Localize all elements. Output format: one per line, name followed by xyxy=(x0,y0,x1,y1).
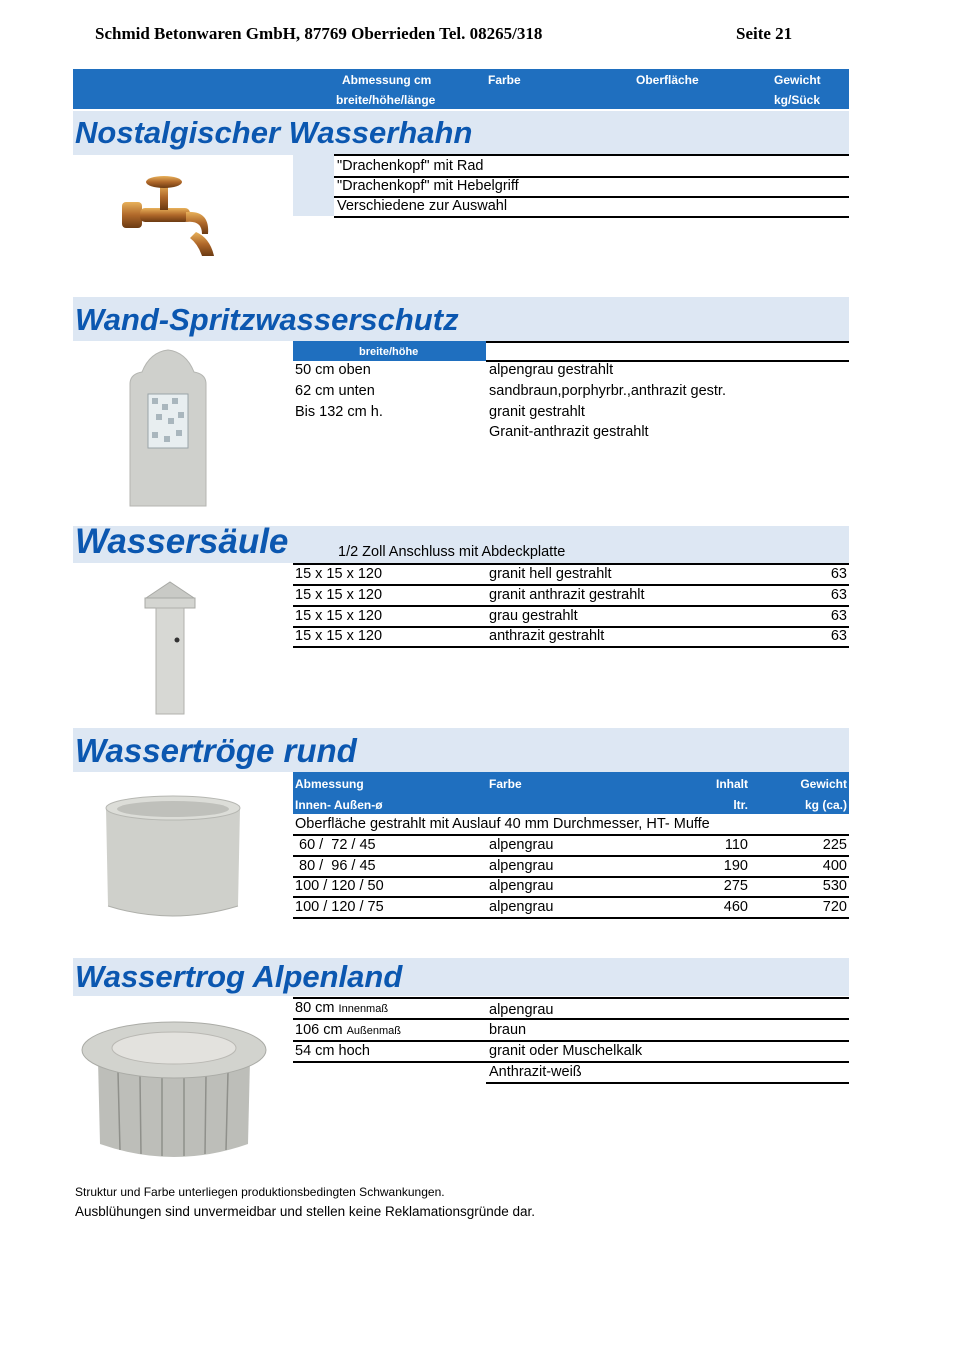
item-label: Verschiedene zur Auswahl xyxy=(337,198,508,214)
column-header-bar xyxy=(73,69,849,109)
col-gewicht-sub: kg (ca.) xyxy=(804,798,847,812)
cell-farbe: alpengrau xyxy=(489,837,554,853)
cell-gewicht: 63 xyxy=(830,628,847,644)
cell-dim: 100 / 120 / 75 xyxy=(295,899,384,915)
color-text: alpengrau gestrahlt xyxy=(489,362,614,378)
cell-gewicht: 530 xyxy=(822,878,847,894)
col-oberflaeche: Oberfläche xyxy=(636,73,699,87)
section-title-wasserhahn: Nostalgischer Wasserhahn xyxy=(75,115,473,150)
list-item xyxy=(334,154,849,178)
color-text: sandbraun,porphyrbr.,anthrazit gestr. xyxy=(489,383,726,399)
subheader-line xyxy=(486,341,849,361)
subheader-bar xyxy=(293,341,486,361)
dim-value: 80 cm xyxy=(295,1000,335,1016)
col-gewicht-sub: kg/Sück xyxy=(774,93,821,107)
cell-dim xyxy=(295,1020,401,1041)
footer-note-2: Ausblühungen sind unvermeidbar und stellen keine Reklamationsgründe dar. xyxy=(75,1204,536,1219)
subheader-label: breite/höhe xyxy=(359,346,419,358)
table-row xyxy=(293,606,849,628)
spec-text: Bis 132 cm h. xyxy=(295,404,383,420)
water-column-image xyxy=(142,580,198,716)
table-row xyxy=(293,585,849,607)
company-header: Schmid Betonwaren GmbH, 87769 Oberrieden Tel. 08265/318 xyxy=(95,24,543,43)
list-item xyxy=(334,176,849,198)
color-text: Granit-anthrazit gestrahlt xyxy=(489,424,649,440)
table-header-bar xyxy=(293,772,849,814)
section-title-troege-rund: Wassertröge rund xyxy=(75,732,357,769)
cell-inhalt: 190 xyxy=(723,858,748,874)
item-label: "Drachenkopf" mit Hebelgriff xyxy=(337,178,519,194)
cell-gewicht: 720 xyxy=(822,899,847,915)
col-inhalt: Inhalt xyxy=(716,777,748,791)
cell-dim: 80 / 96 / 45 xyxy=(295,858,376,874)
footer-note-1: Struktur und Farbe unterliegen produktionsbedingten Schwankungen. xyxy=(75,1185,445,1199)
list-item xyxy=(334,196,849,218)
col-abmessung: Abmessung cm xyxy=(342,73,432,87)
col-inhalt-sub: ltr. xyxy=(733,798,748,812)
cell-dim: 100 / 120 / 50 xyxy=(295,878,384,894)
col-gewicht: Gewicht xyxy=(800,777,847,791)
cell-farbe: Anthrazit-weiß xyxy=(489,1064,582,1080)
spec-text: 62 cm unten xyxy=(295,383,375,399)
cell-gewicht: 63 xyxy=(830,587,847,603)
color-text: granit gestrahlt xyxy=(489,404,585,420)
cell-dim: 15 x 15 x 120 xyxy=(295,608,383,624)
faucet-image xyxy=(118,172,228,262)
cell-dim: 15 x 15 x 120 xyxy=(295,587,383,603)
cell-farbe: braun xyxy=(489,1022,527,1038)
spec-text: 50 cm oben xyxy=(295,362,371,378)
table-row xyxy=(486,1062,849,1084)
cell-farbe: alpengrau xyxy=(489,858,554,874)
cell-farbe: granit hell gestrahlt xyxy=(489,566,612,582)
section-title-spritzwasser: Wand-Spritzwasserschutz xyxy=(75,302,459,337)
cell-dim: 60 / 72 / 45 xyxy=(295,837,376,853)
cell-farbe: granit oder Muschelkalk xyxy=(489,1043,643,1059)
col-abmessung: Abmessung xyxy=(295,777,364,791)
dim-unit: Außenmaß xyxy=(346,1025,402,1037)
round-trough-image xyxy=(102,794,244,920)
table-row xyxy=(293,626,849,648)
cell-gewicht: 63 xyxy=(830,608,847,624)
cell-gewicht: 400 xyxy=(822,858,847,874)
col-gewicht: Gewicht xyxy=(774,73,821,87)
col-farbe: Farbe xyxy=(488,73,521,87)
table-note: Oberfläche gestrahlt mit Auslauf 40 mm Durchmesser, HT- Muffe xyxy=(295,816,710,832)
cell-gewicht: 63 xyxy=(830,566,847,582)
dim-value: 106 cm xyxy=(295,1022,343,1038)
cell-farbe: granit anthrazit gestrahlt xyxy=(489,587,645,603)
table-row xyxy=(293,897,849,919)
col-abmessung-sub: Innen- Außen-ø xyxy=(295,798,383,812)
cell-inhalt: 275 xyxy=(723,878,748,894)
section-title-alpenland: Wassertrog Alpenland xyxy=(75,959,403,994)
cell-gewicht: 225 xyxy=(822,837,847,853)
cell-farbe: grau gestrahlt xyxy=(489,608,578,624)
table-note-row xyxy=(293,814,849,834)
table-row xyxy=(293,876,849,898)
table-row xyxy=(293,1020,849,1042)
col-farbe: Farbe xyxy=(489,777,522,791)
cell-dim: 15 x 15 x 120 xyxy=(295,566,383,582)
alpenland-trough-image xyxy=(78,1020,270,1162)
table-row xyxy=(293,998,849,1020)
section-title-wassersaeule: Wassersäule xyxy=(75,522,289,561)
cell-dim: 15 x 15 x 120 xyxy=(295,628,383,644)
col-abmessung-sub: breite/höhe/länge xyxy=(336,93,436,107)
table-row xyxy=(293,856,849,878)
cell-farbe: anthrazit gestrahlt xyxy=(489,628,605,644)
cell-inhalt: 460 xyxy=(723,899,748,915)
item-label: "Drachenkopf" mit Rad xyxy=(337,158,484,174)
table-row xyxy=(293,1041,849,1063)
cell-farbe: alpengrau xyxy=(489,1002,554,1018)
cell-dim: 54 cm hoch xyxy=(295,1043,370,1059)
dim-unit: Innenmaß xyxy=(338,1003,389,1015)
cell-inhalt: 110 xyxy=(724,837,748,853)
cell-farbe: alpengrau xyxy=(489,878,554,894)
cell-farbe: alpengrau xyxy=(489,899,554,915)
splash-guard-image xyxy=(126,348,210,508)
section-note: 1/2 Zoll Anschluss mit Abdeckplatte xyxy=(338,544,566,560)
band-notch xyxy=(293,155,334,216)
table-row xyxy=(293,835,849,857)
page-number: Seite 21 xyxy=(736,24,793,43)
table-row xyxy=(293,564,849,586)
cell-dim xyxy=(295,998,388,1019)
